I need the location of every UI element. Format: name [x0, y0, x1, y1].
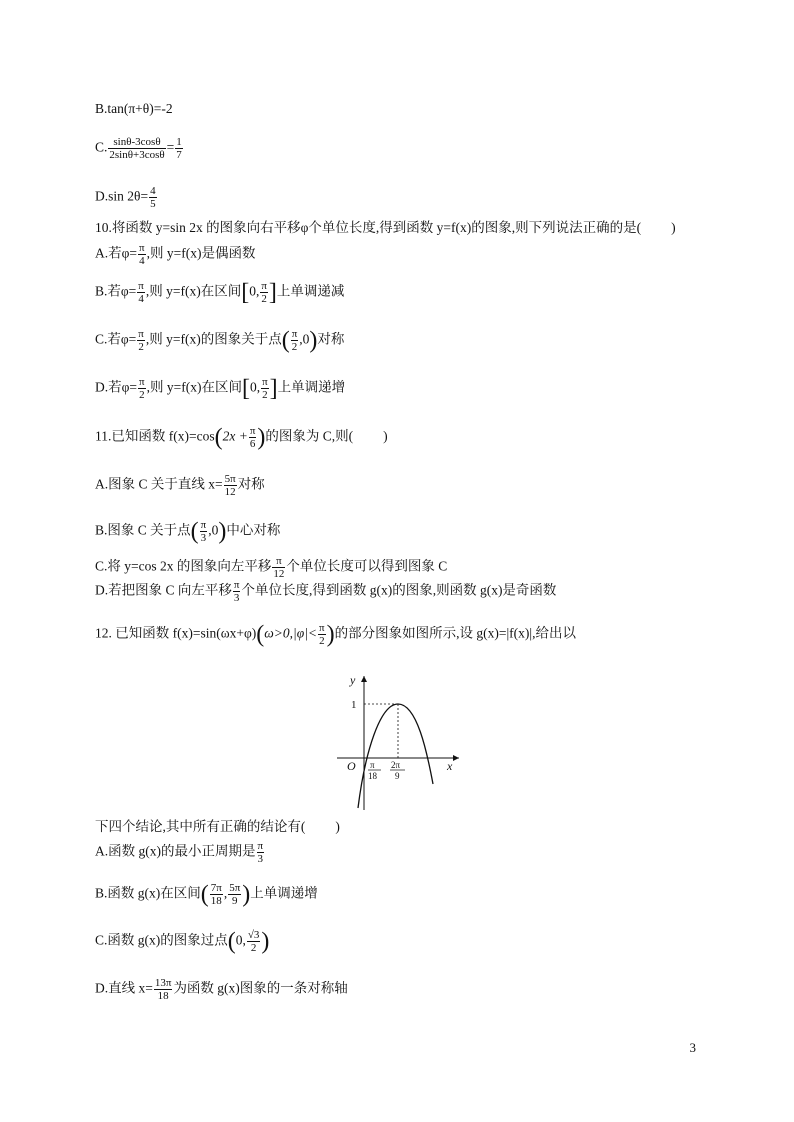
- q10-option-a: A.若φ= $\frac{\pi}{4}$ ,则 y=f(x)是偶函数: [95, 242, 256, 267]
- x-tick-1-num: π: [370, 760, 375, 770]
- origin-label: O: [347, 759, 356, 773]
- q11-option-c: C.将 y=cos 2x 的图象向左平移 $\frac{\pi}{12}$ 个单位长度可以得到图象 C: [95, 555, 448, 580]
- y-axis-label: y: [350, 673, 356, 687]
- q12-option-b: B.函数 g(x)在区间( $\frac{7\pi}{18}$ , $\frac{5\pi}{9}$ )上单调递增: [95, 881, 318, 908]
- x-tick-1-den: 18: [368, 771, 377, 781]
- q10-option-c: C.若φ= $\frac{\pi}{2}$ ,则 y=f(x)的图象关于点( $\frac{\pi}{2}$ ,0)对称: [95, 327, 345, 354]
- q11-option-b: B.图象 C 关于点( $\frac{\pi}{3}$ ,0)中心对称: [95, 518, 281, 545]
- q11-option-a: A.图象 C 关于直线 x= $\frac{5\pi}{12}$ 对称: [95, 473, 265, 498]
- q11-stem: 11.已知函数 f(x)=cos(2x + $\frac{\pi}{6}$ )的图象为 C,则( ): [95, 424, 388, 451]
- q10-option-d: D.若φ= $\frac{\pi}{2}$ ,则 y=f(x)在区间[0, $\frac{\pi}{2}$ ]上单调递增: [95, 375, 346, 402]
- q9-option-d: D.sin 2θ= $\frac{4}{5}$: [95, 185, 156, 210]
- q10-option-b: B.若φ= $\frac{\pi}{4}$ ,则 y=f(x)在区间[0, $\frac{\pi}{2}$ ]上单调递减: [95, 279, 345, 306]
- q12-option-d: D.直线 x= $\frac{13\pi}{18}$ 为函数 g(x)图象的一条对称轴: [95, 977, 348, 1002]
- q12-option-a: A.函数 g(x)的最小正周期是 $\frac{\pi}{3}$: [95, 840, 264, 865]
- q11-option-d: D.若把图象 C 向左平移 $\frac{\pi}{3}$ 个单位长度,得到函数 g(x)的图象,则函数 g(x)是奇函数: [95, 579, 557, 604]
- q12-option-c: C.函数 g(x)的图象过点(0, $\frac{√3}{2}$ ): [95, 928, 270, 955]
- x-axis-label: x: [447, 759, 453, 773]
- q9-option-c: C. $\frac{\sin\theta-3\cos\theta}{2\sin\theta+3\cos\theta}$ = $\frac{1}{7}$: [95, 136, 182, 161]
- q10-stem: 10.将函数 y=sin 2x 的图象向右平移φ个单位长度,得到函数 y=f(x)的图象,则下列说法正确的是( ): [95, 220, 676, 235]
- sine-graph-figure: [335, 672, 465, 812]
- y-tick-1: 1: [351, 699, 357, 711]
- page-number: 3: [689, 1040, 696, 1055]
- x-tick-2-den: 9: [395, 771, 400, 781]
- q12-stem-continued: 下四个结论,其中所有正确的结论有( ): [95, 819, 340, 834]
- x-tick-2-num: 2π: [391, 760, 401, 770]
- sine-curve: [358, 704, 433, 808]
- q9-option-b: B.tan(π+θ)=-2: [95, 101, 173, 116]
- q12-stem: 12. 已知函数 f(x)=sin(ωx+φ)(ω>0,|φ|< $\frac{\pi}{2}$ )的部分图象如图所示,设 g(x)=|f(x)|,给出以: [95, 621, 576, 648]
